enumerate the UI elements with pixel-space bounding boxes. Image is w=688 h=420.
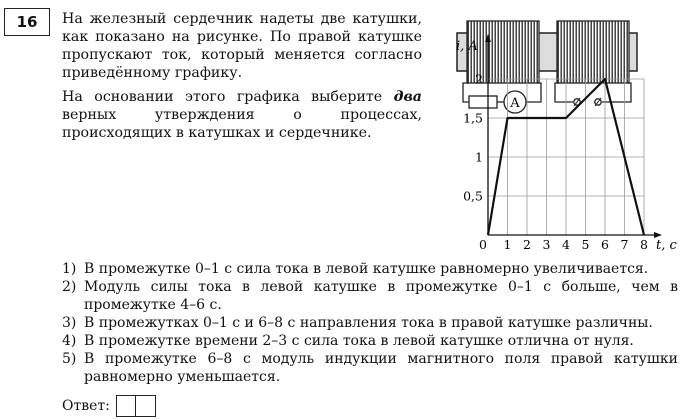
x-tick-label: 1 bbox=[503, 237, 512, 252]
option-text: В промежутке 0–1 с сила тока в левой катушке равномерно увеличивается. bbox=[84, 261, 649, 277]
answer-cell-2[interactable] bbox=[136, 395, 156, 417]
task-intro: На железный сердечник надеты две катушки, как показано на рисунке. По правой катушке пропускают ток, который меняется согласно приведённому графику. bbox=[62, 11, 422, 81]
resistor bbox=[469, 96, 497, 108]
right-coil bbox=[557, 21, 629, 83]
x-tick-label: 8 bbox=[640, 237, 648, 252]
option-text: Модуль силы тока в левой катушке в промежутке 0–1 с больше, чем в промежутке 4–6 с. bbox=[84, 279, 678, 313]
current-graph bbox=[455, 39, 683, 253]
y-axis-label: i, A bbox=[456, 39, 478, 54]
instruction-before: На основании этого графика выберите bbox=[62, 89, 394, 105]
y-tick-label: 2 bbox=[475, 71, 483, 87]
x-axis-label: t, c bbox=[656, 238, 677, 253]
y-tick-label: 0,5 bbox=[463, 188, 483, 204]
option-1 bbox=[62, 260, 678, 278]
x-tick-label: 6 bbox=[601, 237, 609, 252]
option-number: 2) bbox=[62, 279, 77, 295]
option-3 bbox=[62, 314, 678, 332]
y-tick-label: 1 bbox=[475, 149, 483, 165]
option-text: В промежутке 6–8 с модуль индукции магнитного поля правой катушки равномерно уменьшается. bbox=[84, 351, 678, 385]
task-instruction bbox=[62, 88, 422, 142]
right-circuit-wire bbox=[555, 83, 573, 102]
option-4 bbox=[62, 332, 678, 350]
x-tick-label: 3 bbox=[542, 237, 551, 252]
option-number: 4) bbox=[62, 333, 77, 349]
x-tick-label: 0 bbox=[479, 237, 487, 252]
left-circuit-wire bbox=[463, 83, 469, 102]
instruction-after: верных утверждения о процессах, происходящих в катушках и сердечнике. bbox=[62, 107, 422, 141]
answer-options bbox=[62, 260, 678, 386]
instruction-emphasis: два bbox=[393, 89, 422, 105]
option-text: В промежутках 0–1 с и 6–8 с направления тока в правой катушке различны. bbox=[84, 315, 653, 331]
option-5 bbox=[62, 350, 678, 386]
x-tick-label: 7 bbox=[620, 237, 629, 252]
answer-row bbox=[62, 395, 156, 417]
option-number: 3) bbox=[62, 315, 77, 331]
option-number: 1) bbox=[62, 261, 77, 277]
option-number: 5) bbox=[62, 351, 77, 367]
answer-label: Ответ: bbox=[62, 398, 110, 414]
answer-cell-1[interactable] bbox=[116, 395, 136, 417]
coils-figure bbox=[455, 8, 645, 120]
option-text: В промежутке времени 2–3 с сила тока в левой катушке отлична от нуля. bbox=[84, 333, 634, 349]
task-number: 16 bbox=[4, 8, 50, 36]
x-tick-label: 4 bbox=[562, 237, 570, 252]
x-tick-label: 2 bbox=[523, 237, 531, 252]
option-2 bbox=[62, 278, 678, 314]
x-tick-label: 5 bbox=[581, 237, 590, 252]
y-tick-label: 1,5 bbox=[463, 110, 483, 126]
ammeter-label: A bbox=[510, 96, 520, 111]
